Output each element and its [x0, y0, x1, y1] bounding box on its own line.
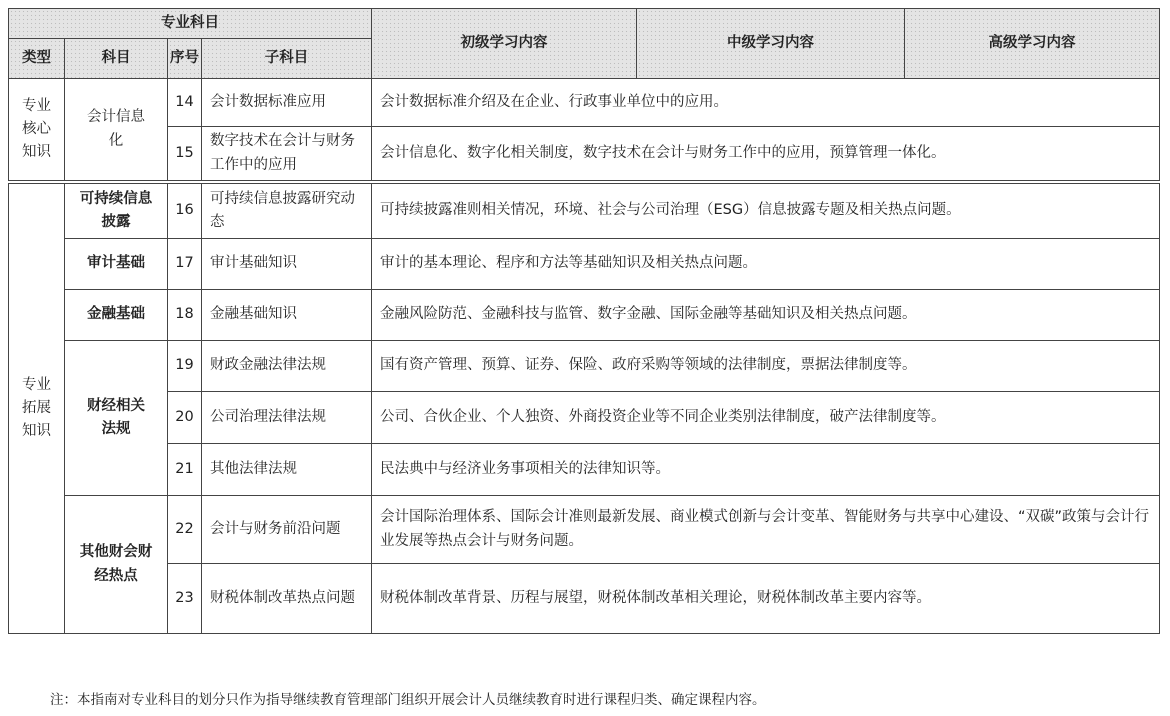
group-extension: 专业拓展知识 — [9, 184, 65, 634]
table-row — [9, 79, 1160, 127]
subject-finance-basics: 金融基础 — [65, 290, 168, 341]
header-primary-content: 初级学习内容 — [372, 9, 637, 79]
row-number: 15 — [168, 127, 202, 181]
learning-content: 审计的基本理论、程序和方法等基础知识及相关热点问题。 — [372, 239, 1160, 290]
learning-content: 会计信息化、数字化相关制度，数字技术在会计与财务工作中的应用，预算管理一体化。 — [372, 127, 1160, 181]
sub-subject: 财政金融法律法规 — [202, 341, 372, 392]
table-row — [9, 564, 1160, 634]
learning-content: 可持续披露准则相关情况，环境、社会与公司治理（ESG）信息披露专题及相关热点问题。 — [372, 184, 1160, 239]
learning-content: 国有资产管理、预算、证券、保险、政府采购等领域的法律制度，票据法律制度等。 — [372, 341, 1160, 392]
learning-content: 民法典中与经济业务事项相关的法律知识等。 — [372, 444, 1160, 496]
row-number: 18 — [168, 290, 202, 341]
table-row — [9, 239, 1160, 290]
subject-audit-basics: 审计基础 — [65, 239, 168, 290]
learning-content: 会计国际治理体系、国际会计准则最新发展、商业模式创新与会计变革、智能财务与共享中心建设、“双碳”政策与会计行业发展等热点会计与财务问题。 — [372, 496, 1160, 564]
header-professional-subjects: 专业科目 — [9, 9, 372, 39]
learning-content: 会计数据标准介绍及在企业、行政事业单位中的应用。 — [372, 79, 1160, 127]
table-row — [9, 184, 1160, 239]
curriculum-table — [8, 8, 1160, 634]
table-row — [9, 127, 1160, 181]
footnote: 注：本指南对专业科目的划分只作为指导继续教育管理部门组织开展会计人员继续教育时进行课程归类、确定课程内容。 — [50, 692, 766, 708]
sub-subject: 公司治理法律法规 — [202, 392, 372, 444]
learning-content: 公司、合伙企业、个人独资、外商投资企业等不同企业类别法律制度，破产法律制度等。 — [372, 392, 1160, 444]
table-row — [9, 444, 1160, 496]
table-row — [9, 392, 1160, 444]
sub-subject: 金融基础知识 — [202, 290, 372, 341]
subject-accounting-informatization: 会计信息化 — [65, 79, 168, 181]
row-number: 17 — [168, 239, 202, 290]
header-type: 类型 — [9, 39, 65, 79]
table-row — [9, 496, 1160, 564]
subject-finance-laws: 财经相关法规 — [65, 341, 168, 496]
header-intermediate-content: 中级学习内容 — [637, 9, 905, 79]
subject-other-hot-topics: 其他财会财经热点 — [65, 496, 168, 634]
row-number: 19 — [168, 341, 202, 392]
header-advanced-content: 高级学习内容 — [905, 9, 1160, 79]
sub-subject: 财税体制改革热点问题 — [202, 564, 372, 634]
header-sub-subject: 子科目 — [202, 39, 372, 79]
row-number: 23 — [168, 564, 202, 634]
row-number: 22 — [168, 496, 202, 564]
row-number: 14 — [168, 79, 202, 127]
sub-subject: 会计数据标准应用 — [202, 79, 372, 127]
table-row — [9, 341, 1160, 392]
sub-subject: 其他法律法规 — [202, 444, 372, 496]
row-number: 21 — [168, 444, 202, 496]
row-number: 20 — [168, 392, 202, 444]
learning-content: 财税体制改革背景、历程与展望，财税体制改革相关理论，财税体制改革主要内容等。 — [372, 564, 1160, 634]
sub-subject: 审计基础知识 — [202, 239, 372, 290]
table-row — [9, 290, 1160, 341]
sub-subject: 可持续信息披露研究动态 — [202, 184, 372, 239]
row-number: 16 — [168, 184, 202, 239]
group-core: 专业核心知识 — [9, 79, 65, 181]
header-subject: 科目 — [65, 39, 168, 79]
learning-content: 金融风险防范、金融科技与监管、数字金融、国际金融等基础知识及相关热点问题。 — [372, 290, 1160, 341]
header-seq: 序号 — [168, 39, 202, 79]
sub-subject: 会计与财务前沿问题 — [202, 496, 372, 564]
sub-subject: 数字技术在会计与财务工作中的应用 — [202, 127, 372, 181]
subject-sustainability-disclosure: 可持续信息披露 — [65, 184, 168, 239]
